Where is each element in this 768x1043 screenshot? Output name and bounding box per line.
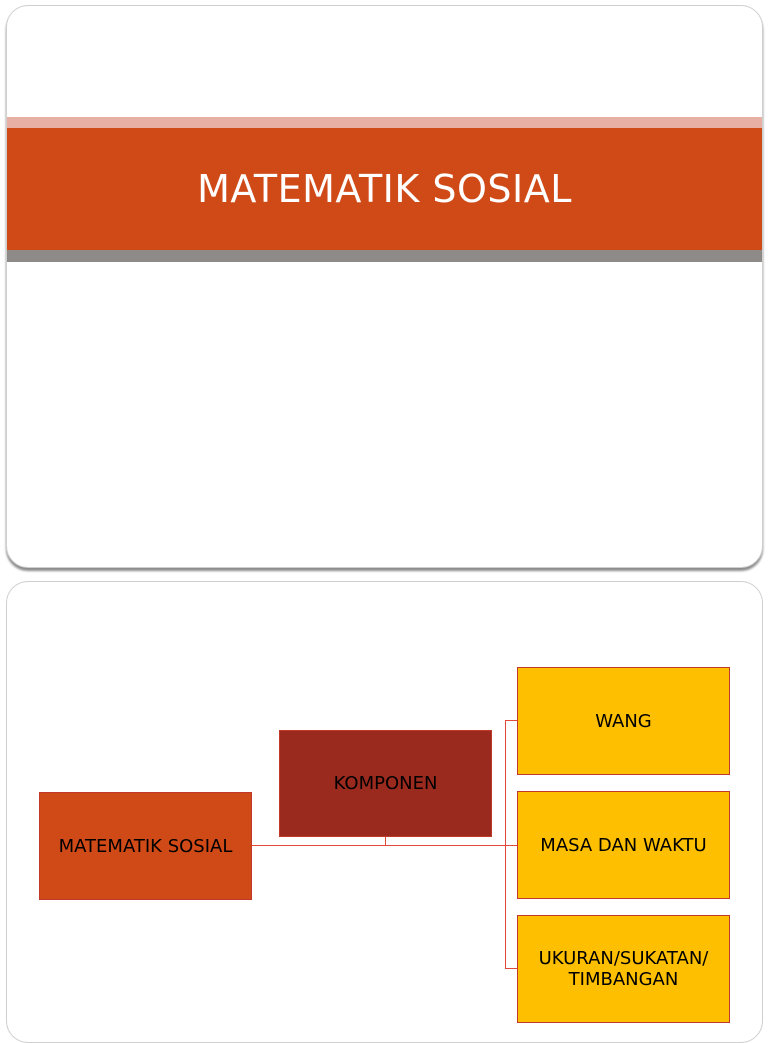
node-masa-dan-waktu bbox=[517, 791, 730, 899]
connector-branch-masa bbox=[505, 845, 517, 846]
slide-1[interactable] bbox=[6, 5, 763, 568]
node-ukuran-sukatan-timbangan bbox=[517, 915, 730, 1023]
node-komponen-label: KOMPONEN bbox=[333, 773, 438, 794]
node-wang-label: WANG bbox=[595, 710, 652, 732]
connector-branch-wang bbox=[505, 720, 517, 721]
node-matematik-sosial bbox=[39, 792, 252, 900]
connector-branch-ukuran bbox=[505, 968, 517, 969]
connector-root-horizontal bbox=[252, 845, 506, 846]
node-komponen bbox=[279, 730, 492, 837]
connector-middle-stem bbox=[385, 836, 386, 846]
slide-title: MATEMATIK SOSIAL bbox=[197, 167, 572, 211]
title-band-top-stripe bbox=[7, 117, 762, 128]
node-ukuran-sukatan-timbangan-label: UKURAN/SUKATAN/ TIMBANGAN bbox=[538, 948, 709, 990]
slide-2[interactable] bbox=[6, 581, 763, 1043]
node-wang bbox=[517, 667, 730, 775]
node-matematik-sosial-label: MATEMATIK SOSIAL bbox=[58, 835, 233, 857]
title-band-bottom-stripe bbox=[7, 250, 762, 262]
title-band bbox=[7, 128, 762, 250]
node-masa-dan-waktu-label: MASA DAN WAKTU bbox=[540, 834, 707, 856]
